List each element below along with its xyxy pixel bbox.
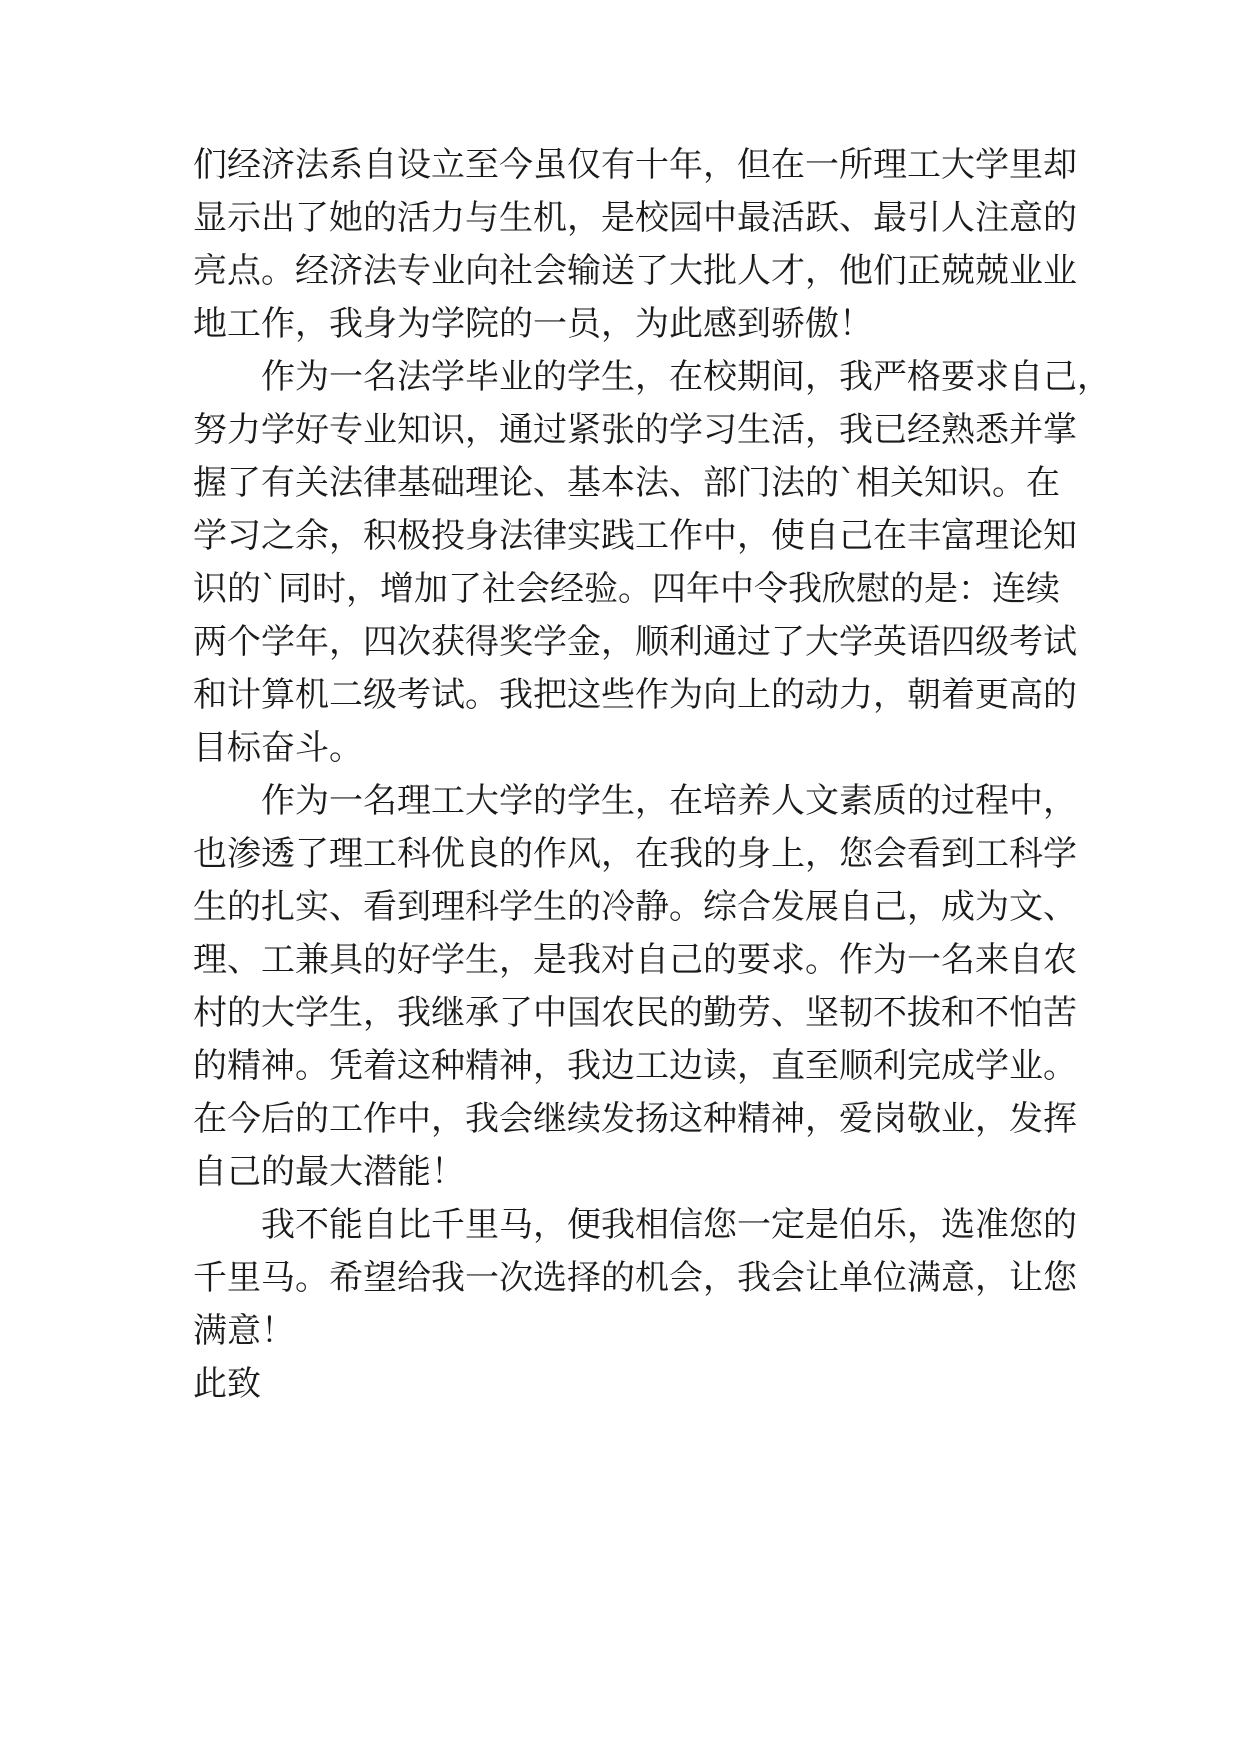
body-line: 在今后的工作中，我会继续发扬这种精神，爱岗敬业，发挥: [193, 1099, 1077, 1139]
body-line: 亮点。经济法专业向社会输送了大批人才，他们正兢兢业业: [193, 251, 1077, 291]
body-line: 们经济法系自设立至今虽仅有十年，但在一所理工大学里却: [193, 145, 1077, 185]
body-line: 两个学年，四次获得奖学金，顺利通过了大学英语四级考试: [193, 622, 1077, 662]
body-line: 握了有关法律基础理论、基本法、部门法的`相关知识。在: [193, 463, 1060, 503]
body-line: 和计算机二级考试。我把这些作为向上的动力，朝着更高的: [193, 675, 1077, 715]
body-line: 理、工兼具的好学生，是我对自己的要求。作为一名来自农: [193, 940, 1077, 980]
paragraph-first-line: 我不能自比千里马，便我相信您一定是伯乐，选准您的: [261, 1205, 1077, 1245]
body-line: 满意！: [193, 1311, 295, 1351]
closing-salutation: 此致: [193, 1364, 261, 1404]
body-line: 地工作，我身为学院的一员，为此感到骄傲！: [193, 304, 873, 344]
paragraph-first-line: 作为一名法学毕业的学生，在校期间，我严格要求自己，: [261, 357, 1111, 397]
body-line: 自己的最大潜能！: [193, 1152, 465, 1192]
body-line: 显示出了她的活力与生机，是校园中最活跃、最引人注意的: [193, 198, 1077, 238]
body-line: 目标奋斗。: [193, 728, 363, 768]
body-line: 也渗透了理工科优良的作风，在我的身上，您会看到工科学: [193, 834, 1077, 874]
body-line: 千里马。希望给我一次选择的机会，我会让单位满意，让您: [193, 1258, 1077, 1298]
body-line: 村的大学生，我继承了中国农民的勤劳、坚韧不拔和不怕苦: [193, 993, 1077, 1033]
body-line: 努力学好专业知识，通过紧张的学习生活，我已经熟悉并掌: [193, 410, 1077, 450]
paragraph-first-line: 作为一名理工大学的学生，在培养人文素质的过程中，: [261, 781, 1077, 821]
body-line: 生的扎实、看到理科学生的冷静。综合发展自己，成为文、: [193, 887, 1077, 927]
body-line: 学习之余，积极投身法律实践工作中，使自己在丰富理论知: [193, 516, 1077, 556]
body-line: 的精神。凭着这种精神，我边工边读，直至顺利完成学业。: [193, 1046, 1077, 1086]
body-line: 识的`同时，增加了社会经验。四年中令我欣慰的是：连续: [193, 569, 1060, 609]
